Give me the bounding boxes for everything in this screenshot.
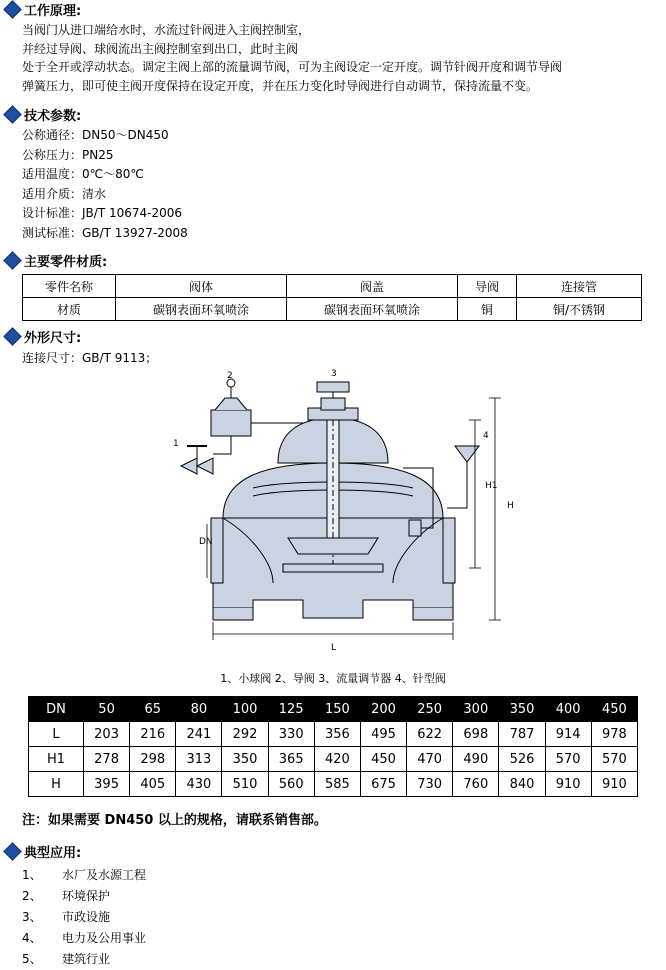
dimension-table [28,696,638,797]
callout-3: 3 [331,369,337,379]
materials-header-cell: 零件名称 [23,275,116,298]
param-item: 测试标准：GB/T 13927-2008 [22,225,188,240]
section-title-materials: 主要零件材质: [24,255,108,270]
section-title-params: 技术参数: [24,109,82,125]
table-row-h1 [29,747,638,772]
dim-cell: 510 [222,772,268,797]
dim-cell: 356 [314,722,360,747]
dim-cell: 278 [84,747,130,772]
dim-cell: 450 [360,747,406,772]
table-row-h [29,772,638,797]
dim-cell: 470 [407,747,453,772]
dim-cell: 622 [407,722,453,747]
diamond-bullet-icon [3,842,21,860]
dim-cell: 698 [453,722,499,747]
materials-cell: 碳钢表面环氧喷涂 [116,298,287,321]
section-heading-principle [6,0,666,19]
dim-cell: 978 [591,722,637,747]
section-heading-materials [6,251,666,270]
dim-cell: 292 [222,722,268,747]
param-item: 公称通径：DN50～DN450 [22,128,169,143]
dim-cell: 526 [499,747,545,772]
dim-label-h1: H1 [485,481,498,491]
table-row-dn [29,697,638,722]
connection-standard-text: 连接尺寸：GB/T 9113； [22,351,158,365]
param-item: 适用温度：0℃～80℃ [22,167,144,182]
dim-cell: 100 [222,697,268,722]
dim-cell: 420 [314,747,360,772]
section-heading-params [6,105,666,124]
dim-row-label: H [29,772,84,797]
section-title-dimensions: 外形尺寸: [24,331,82,346]
dim-row-label: DN [29,697,84,722]
dim-cell: 298 [130,747,176,772]
dim-cell: 300 [453,697,499,722]
callout-2: 2 [227,371,233,381]
dim-cell: 910 [591,772,637,797]
section-heading-applications [6,842,666,861]
list-item [22,949,666,970]
dim-cell: 350 [499,697,545,722]
callout-1: 1 [173,439,179,449]
principle-line-4: 弹簧压力，即可使主阀开度保持在设定开度，并在压力变化时导阀进行自动调节，保持流量不变。 [22,78,539,93]
dim-cell: 50 [84,697,130,722]
dimension-note: 注：如果需要 DN450 以上的规格，请联系销售部。 [22,813,327,828]
principle-line-3: 处于全开或浮动状态。调定主阀上部的流量调节阀，可为主阀设定一定开度。调节针阀开度和调节导阀 [22,60,563,75]
dim-cell: 400 [545,697,591,722]
dim-cell: 350 [222,747,268,772]
dim-cell: 395 [84,772,130,797]
dim-cell: 787 [499,722,545,747]
list-item-number: 3、 [22,910,42,924]
materials-cell: 碳钢表面环氧喷涂 [287,298,458,321]
principle-line-2: 并经过导阀、球阀流出主阀控制室到出口，此时主阀 [22,41,299,56]
list-item-label: 环境保护 [62,889,111,903]
table-row [23,298,642,321]
dim-cell: 330 [268,722,314,747]
list-item-number: 5、 [22,952,42,966]
dim-cell: 150 [314,697,360,722]
materials-cell: 铜 [458,298,517,321]
dim-cell: 560 [268,772,314,797]
list-item-label: 电力及公用事业 [62,931,147,945]
dim-label-dn: DN [199,537,213,547]
dim-cell: 570 [591,747,637,772]
list-item [22,928,666,949]
dim-cell: 313 [176,747,222,772]
dim-cell: 490 [453,747,499,772]
materials-header-cell: 阀盖 [287,275,458,298]
dim-row-label: L [29,722,84,747]
dim-cell: 125 [268,697,314,722]
table-row-l [29,722,638,747]
dim-cell: 450 [591,697,637,722]
list-item-label: 建筑行业 [62,952,111,966]
dim-row-label: H1 [29,747,84,772]
materials-cell: 材质 [23,298,116,321]
callout-4: 4 [483,431,489,441]
dim-cell: 910 [545,772,591,797]
section-heading-dimensions [6,327,666,346]
materials-header-cell: 阀体 [116,275,287,298]
dim-label-h: H [507,501,514,511]
diamond-bullet-icon [3,327,21,345]
list-item-label: 市政设施 [62,910,111,924]
dim-cell: 495 [360,722,406,747]
list-item [22,886,666,907]
list-item-label: 水厂及水源工程 [62,868,147,882]
dim-cell: 80 [176,697,222,722]
dim-cell: 840 [499,772,545,797]
param-item: 公称压力：PN25 [22,147,114,162]
dim-cell: 914 [545,722,591,747]
dim-cell: 585 [314,772,360,797]
table-row [23,275,642,298]
dim-cell: 241 [176,722,222,747]
materials-header-cell: 连接管 [516,275,641,298]
principle-line-1: 当阀门从进口端给水时，水流过针阀进入主阀控制室， [22,23,311,37]
list-item [22,907,666,928]
list-item [22,865,666,886]
list-item-number: 2、 [22,889,42,903]
dim-cell: 250 [407,697,453,722]
materials-cell: 铜/不锈钢 [516,298,641,321]
applications-list [22,865,666,970]
dim-cell: 570 [545,747,591,772]
dim-cell: 675 [360,772,406,797]
list-item-number: 1、 [22,868,42,882]
valve-drawing-svg [103,368,563,658]
dim-cell: 760 [453,772,499,797]
drawing-caption: 1、小球阀 2、导阀 3、流量调节器 4、针型阀 [220,672,446,685]
dim-cell: 365 [268,747,314,772]
materials-table [22,274,642,321]
param-item: 设计标准：JB/T 10674-2006 [22,206,183,221]
diamond-bullet-icon [3,106,21,124]
valve-drawing [13,368,653,668]
dim-label-l: L [331,643,337,653]
diamond-bullet-icon [3,251,21,269]
param-item: 适用介质：清水 [22,186,107,201]
dim-cell: 405 [130,772,176,797]
section-title-principle: 工作原理: [24,4,82,19]
params-list [22,126,666,243]
dim-cell: 730 [407,772,453,797]
section-title-applications: 典型应用: [24,846,82,861]
dim-cell: 200 [360,697,406,722]
dim-cell: 203 [84,722,130,747]
materials-header-cell: 导阀 [458,275,517,298]
list-item-number: 4、 [22,931,42,945]
principle-text [22,21,666,95]
dim-cell: 430 [176,772,222,797]
dim-cell: 216 [130,722,176,747]
dim-cell: 65 [130,697,176,722]
diamond-bullet-icon [3,0,21,18]
